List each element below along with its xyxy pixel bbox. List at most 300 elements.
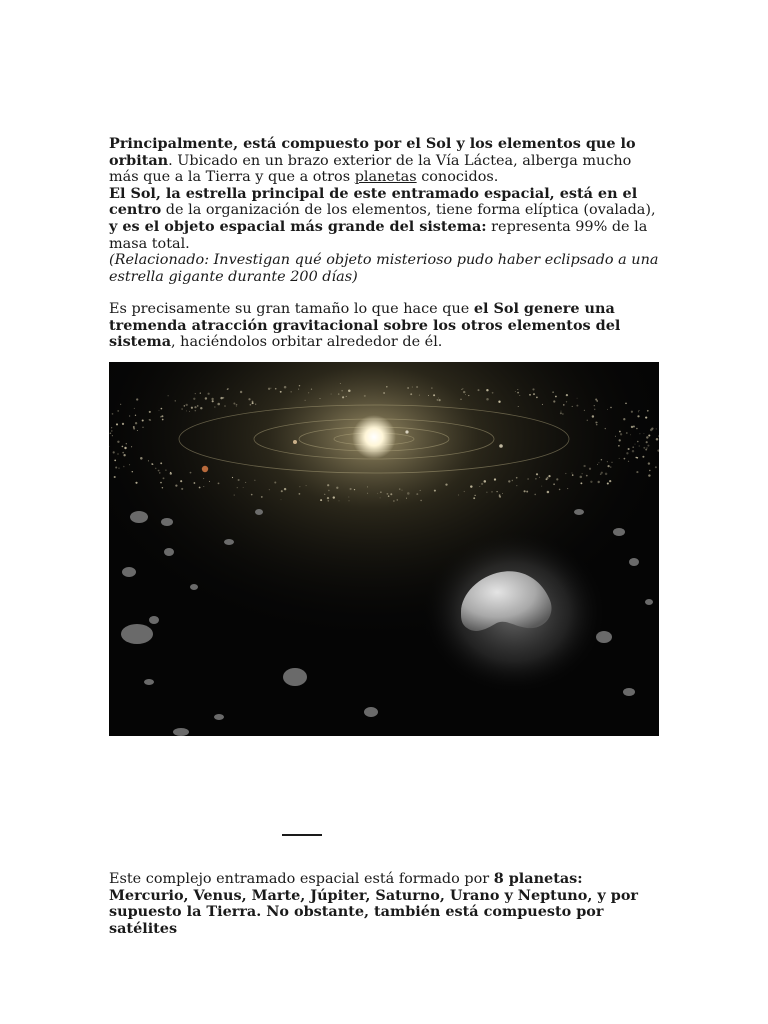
belt-particle <box>646 447 647 448</box>
text-bold: y es el objeto espacial más grande del sistema: <box>109 217 487 235</box>
belt-particle <box>160 482 162 484</box>
belt-particle <box>532 388 534 390</box>
related-link[interactable]: Investigan qué objeto misterioso pudo haber eclipsado a una estrella gigante durante 200 días <box>109 252 659 285</box>
belt-particle <box>494 478 496 480</box>
belt-particle <box>133 426 135 428</box>
belt-particle <box>533 393 535 395</box>
belt-particle <box>636 428 638 430</box>
belt-particle <box>159 472 160 473</box>
belt-particle <box>548 475 550 477</box>
belt-particle <box>498 401 500 403</box>
belt-particle <box>407 492 410 495</box>
belt-particle <box>527 478 528 479</box>
belt-particle <box>197 405 199 407</box>
belt-particle <box>190 472 192 474</box>
belt-particle <box>158 470 160 472</box>
planet-list: Mercurio, Venus, Marte, Júpiter, Saturno, Urano y Neptuno <box>109 886 588 904</box>
belt-particle <box>609 480 611 482</box>
text-plain: . Ubicado en un brazo exterior de la Vía Láctea, alberga mucho más que a la Tierra y que a otros <box>109 152 632 186</box>
belt-particle <box>596 424 598 426</box>
belt-particle <box>597 481 599 483</box>
belt-particle <box>208 393 210 395</box>
belt-particle <box>251 494 253 496</box>
belt-particle <box>134 408 135 409</box>
belt-particle <box>237 487 238 488</box>
belt-particle <box>626 432 628 434</box>
belt-particle <box>560 412 562 414</box>
belt-particle <box>240 391 242 393</box>
belt-particle <box>651 427 653 429</box>
belt-particle <box>552 391 554 393</box>
belt-particle <box>610 467 611 468</box>
belt-particle <box>191 407 193 409</box>
belt-particle <box>348 500 349 501</box>
belt-particle <box>401 490 402 491</box>
belt-particle <box>333 496 335 498</box>
asteroid <box>190 584 198 590</box>
planet <box>293 440 297 444</box>
belt-particle <box>524 490 526 492</box>
belt-particle <box>643 447 645 449</box>
belt-particle <box>137 430 138 431</box>
belt-particle <box>587 420 588 421</box>
belt-particle <box>648 434 650 436</box>
belt-particle <box>327 484 329 486</box>
asteroid <box>645 599 653 605</box>
belt-particle <box>245 482 246 483</box>
belt-particle <box>460 399 461 400</box>
belt-particle <box>380 492 381 493</box>
belt-particle <box>199 487 201 489</box>
belt-particle <box>566 394 568 396</box>
belt-particle <box>406 498 407 499</box>
belt-particle <box>605 428 606 429</box>
belt-particle <box>607 465 609 467</box>
text-bold: El Sol, la estrella principal de este entramado espacial <box>109 184 550 202</box>
asteroid <box>224 539 234 545</box>
belt-particle <box>645 449 647 451</box>
belt-particle <box>647 410 649 412</box>
belt-particle <box>648 462 650 464</box>
belt-particle <box>643 433 644 434</box>
belt-particle <box>572 406 573 407</box>
belt-particle <box>367 486 368 487</box>
belt-particle <box>233 402 235 404</box>
belt-particle <box>515 391 516 392</box>
belt-particle <box>194 482 196 484</box>
belt-particle <box>123 466 125 468</box>
belt-particle <box>236 406 237 407</box>
text-plain: conocidos. <box>416 169 499 186</box>
belt-particle <box>111 430 112 431</box>
belt-particle <box>491 491 492 492</box>
belt-particle <box>428 395 429 396</box>
belt-particle <box>261 496 263 498</box>
belt-particle <box>232 477 233 478</box>
belt-particle <box>642 456 644 458</box>
belt-particle <box>646 436 648 438</box>
divider-line <box>282 834 322 836</box>
belt-particle <box>193 398 195 400</box>
belt-particle <box>547 477 549 479</box>
text-bold: Principalmente, está compuesto por el <box>109 135 426 152</box>
text-bold: y los elementos que lo orbitan <box>109 135 636 169</box>
belt-particle <box>163 477 165 479</box>
belt-particle <box>576 405 578 407</box>
belt-particle <box>598 462 599 463</box>
belt-particle <box>205 397 207 399</box>
belt-particle <box>160 462 162 464</box>
belt-particle <box>618 445 620 447</box>
belt-particle <box>122 423 124 425</box>
belt-particle <box>113 451 115 453</box>
asteroid <box>144 679 154 685</box>
belt-particle <box>433 394 435 396</box>
belt-particle <box>635 457 636 458</box>
belt-particle <box>516 477 518 479</box>
belt-particle <box>112 435 113 436</box>
belt-particle <box>195 393 196 394</box>
belt-particle <box>218 482 220 484</box>
belt-particle <box>419 395 420 396</box>
belt-particle <box>553 483 555 485</box>
belt-particle <box>656 438 659 441</box>
belt-particle <box>478 389 480 391</box>
belt-particle <box>628 448 630 450</box>
belt-particle <box>561 411 562 412</box>
belt-particle <box>140 457 143 460</box>
belt-particle <box>339 500 340 501</box>
belt-particle <box>465 394 466 395</box>
paragraph-sun <box>109 186 664 252</box>
belt-particle <box>464 491 465 492</box>
belt-particle <box>161 408 163 410</box>
belt-particle <box>114 476 116 478</box>
belt-particle <box>572 474 574 476</box>
belt-particle <box>342 396 344 398</box>
belt-particle <box>224 405 226 407</box>
related-prefix: (Relacionado: <box>109 252 214 269</box>
belt-particle <box>589 468 591 470</box>
belt-particle <box>646 441 648 443</box>
belt-particle <box>311 389 312 390</box>
belt-particle <box>396 499 398 501</box>
belt-particle <box>547 491 550 494</box>
belt-particle <box>536 397 538 399</box>
belt-particle <box>243 487 244 488</box>
belt-particle <box>580 482 582 484</box>
belt-particle <box>567 488 568 489</box>
belt-particle <box>412 386 413 387</box>
belt-particle <box>529 394 531 396</box>
belt-particle <box>346 396 347 397</box>
belt-particle <box>470 485 472 487</box>
belt-particle <box>281 490 283 492</box>
belt-particle <box>160 416 161 417</box>
belt-particle <box>170 472 172 474</box>
belt-particle <box>438 397 439 398</box>
belt-particle <box>149 411 151 413</box>
belt-particle <box>420 500 421 501</box>
belt-particle <box>308 392 309 393</box>
belt-particle <box>437 399 439 401</box>
belt-particle <box>393 500 394 501</box>
belt-particle <box>463 391 465 393</box>
belt-particle <box>165 469 167 471</box>
belt-particle <box>637 441 639 443</box>
text-bold: , y por supuesto la Tierra. No obstante, también está compuesto por satélites <box>109 886 638 937</box>
belt-particle <box>637 415 639 417</box>
text-sol: Sol <box>425 135 452 152</box>
belt-particle <box>563 404 565 406</box>
belt-particle <box>595 422 597 424</box>
belt-particle <box>492 392 494 394</box>
asteroid <box>255 509 263 515</box>
belt-particle <box>340 383 341 384</box>
belt-particle <box>327 497 329 499</box>
belt-particle <box>299 385 300 386</box>
belt-particle <box>203 486 204 487</box>
belt-particle <box>399 488 400 489</box>
belt-particle <box>291 391 292 392</box>
belt-particle <box>133 428 135 430</box>
belt-particle <box>486 398 489 401</box>
belt-particle <box>595 398 597 400</box>
asteroid <box>121 624 153 644</box>
belt-particle <box>200 392 201 393</box>
belt-particle <box>486 389 488 391</box>
sun <box>352 415 396 459</box>
belt-particle <box>305 400 306 401</box>
belt-particle <box>135 415 136 416</box>
belt-particle <box>227 388 228 389</box>
text-block-planets <box>109 871 664 937</box>
belt-particle <box>281 499 282 500</box>
belt-particle <box>420 490 421 491</box>
belt-particle <box>431 388 432 389</box>
belt-particle <box>212 400 214 402</box>
belt-particle <box>129 464 130 465</box>
belt-particle <box>597 464 598 465</box>
belt-particle <box>474 495 475 496</box>
belt-particle <box>175 484 177 486</box>
belt-particle <box>112 413 114 415</box>
belt-particle <box>656 428 657 429</box>
belt-particle <box>592 415 594 417</box>
planet <box>202 466 208 472</box>
belt-particle <box>586 475 588 477</box>
belt-particle <box>636 471 638 473</box>
asteroid <box>574 509 584 515</box>
belt-particle <box>117 453 118 454</box>
belt-particle <box>577 398 578 399</box>
related-suffix: ) <box>352 268 358 285</box>
belt-particle <box>132 471 133 472</box>
belt-particle <box>556 478 558 480</box>
belt-particle <box>645 417 647 419</box>
belt-particle <box>338 393 339 394</box>
belt-particle <box>407 387 409 389</box>
belt-particle <box>123 454 125 456</box>
belt-particle <box>648 474 650 476</box>
paragraph-planets <box>109 871 664 937</box>
belt-particle <box>306 485 307 486</box>
belt-particle <box>635 444 636 445</box>
belt-particle <box>203 478 204 479</box>
belt-particle <box>186 404 188 406</box>
belt-particle <box>274 481 276 483</box>
belt-particle <box>129 416 130 417</box>
belt-particle <box>180 480 182 482</box>
planet <box>499 444 503 448</box>
belt-particle <box>607 482 609 484</box>
belt-particle <box>248 398 250 400</box>
belt-particle <box>377 493 378 494</box>
belt-particle <box>628 461 629 462</box>
belt-particle <box>148 460 149 461</box>
belt-particle <box>624 458 626 460</box>
belt-particle <box>299 493 301 495</box>
belt-particle <box>162 487 163 488</box>
asteroid <box>164 548 174 556</box>
belt-particle <box>211 398 213 400</box>
belt-particle <box>458 494 459 495</box>
belt-particle <box>348 389 351 392</box>
belt-particle <box>350 488 352 490</box>
belt-particle <box>328 490 329 491</box>
belt-particle <box>601 472 603 474</box>
belt-particle <box>461 389 462 390</box>
belt-particle <box>516 485 517 486</box>
belt-particle <box>195 410 197 412</box>
text-plain: de la organización de los elementos, tiene forma elíptica (ovalada), <box>161 202 656 219</box>
belt-particle <box>175 400 176 401</box>
belt-particle <box>390 493 392 495</box>
belt-particle <box>416 493 418 495</box>
belt-particle <box>518 406 519 407</box>
belt-particle <box>499 495 501 497</box>
belt-particle <box>649 470 650 471</box>
belt-particle <box>571 472 572 473</box>
paragraph-composition <box>109 136 664 186</box>
asteroid <box>283 668 307 686</box>
text-bold: sobre los otros elementos del sistema <box>109 316 621 351</box>
belt-particle <box>236 404 238 406</box>
belt-particle <box>596 400 597 401</box>
asteroid <box>623 688 635 696</box>
text-plain: , haciéndolos orbitar alrededor de él. <box>171 334 443 351</box>
belt-particle <box>348 497 349 498</box>
text-block-intro <box>109 136 664 285</box>
belt-particle <box>434 490 436 492</box>
belt-particle <box>110 432 112 434</box>
belt-particle <box>155 468 157 470</box>
belt-particle <box>114 460 116 462</box>
belt-particle <box>566 401 567 402</box>
belt-particle <box>122 452 124 454</box>
belt-particle <box>445 483 447 485</box>
belt-particle <box>354 489 355 490</box>
belt-particle <box>280 391 282 393</box>
belt-particle <box>284 386 287 389</box>
belt-particle <box>189 411 190 412</box>
asteroid <box>364 707 378 717</box>
belt-particle <box>502 493 503 494</box>
belt-particle <box>519 395 520 396</box>
belt-particle <box>619 431 621 433</box>
belt-particle <box>131 446 132 447</box>
belt-particle <box>367 493 368 494</box>
belt-particle <box>626 452 628 454</box>
asteroid <box>173 728 189 736</box>
belt-particle <box>559 489 561 491</box>
belt-particle <box>658 436 659 437</box>
belt-particle <box>117 410 119 412</box>
belt-particle <box>383 392 385 394</box>
belt-particle <box>610 407 611 408</box>
belt-particle <box>115 467 117 469</box>
belt-particle <box>479 486 480 487</box>
belt-particle <box>601 459 602 460</box>
belt-particle <box>159 410 160 411</box>
planet <box>405 430 408 433</box>
belt-particle <box>625 403 626 404</box>
belt-particle <box>222 397 224 399</box>
belt-particle <box>486 492 487 493</box>
solar-system-image <box>109 362 659 736</box>
belt-particle <box>565 473 566 474</box>
belt-particle <box>583 465 585 467</box>
belt-particle <box>462 388 463 389</box>
belt-particle <box>186 410 187 411</box>
belt-particle <box>386 386 388 388</box>
text-bold: el Sol genere una tremenda <box>109 300 615 334</box>
belt-particle <box>639 410 640 411</box>
belt-particle <box>647 445 649 447</box>
asteroid <box>629 558 639 566</box>
belt-particle <box>632 446 634 448</box>
text-plain: Este complejo entramado espacial está formado por <box>109 871 494 887</box>
belt-particle <box>539 477 540 478</box>
belt-particle <box>184 405 185 406</box>
belt-particle <box>168 395 169 396</box>
belt-particle <box>124 447 126 449</box>
belt-particle <box>234 495 235 496</box>
belt-particle <box>181 488 183 490</box>
belt-particle <box>594 405 595 406</box>
belt-particle <box>481 483 483 485</box>
belt-particle <box>607 461 608 462</box>
belt-particle <box>255 404 256 405</box>
belt-particle <box>136 398 138 400</box>
belt-particle <box>473 497 475 499</box>
text-bold: atracción gravitacional <box>191 316 379 334</box>
belt-particle <box>200 407 202 409</box>
belt-particle <box>580 476 583 479</box>
belt-particle <box>268 388 270 390</box>
belt-particle <box>214 406 215 407</box>
asteroid <box>130 511 148 523</box>
belt-particle <box>633 425 635 427</box>
belt-particle <box>320 398 321 399</box>
belt-particle <box>639 433 640 434</box>
belt-particle <box>161 415 163 417</box>
belt-particle <box>439 399 441 401</box>
belt-particle <box>299 486 300 487</box>
belt-particle <box>619 439 621 441</box>
planetas-link[interactable]: planetas <box>354 169 417 186</box>
belt-particle <box>388 495 390 497</box>
